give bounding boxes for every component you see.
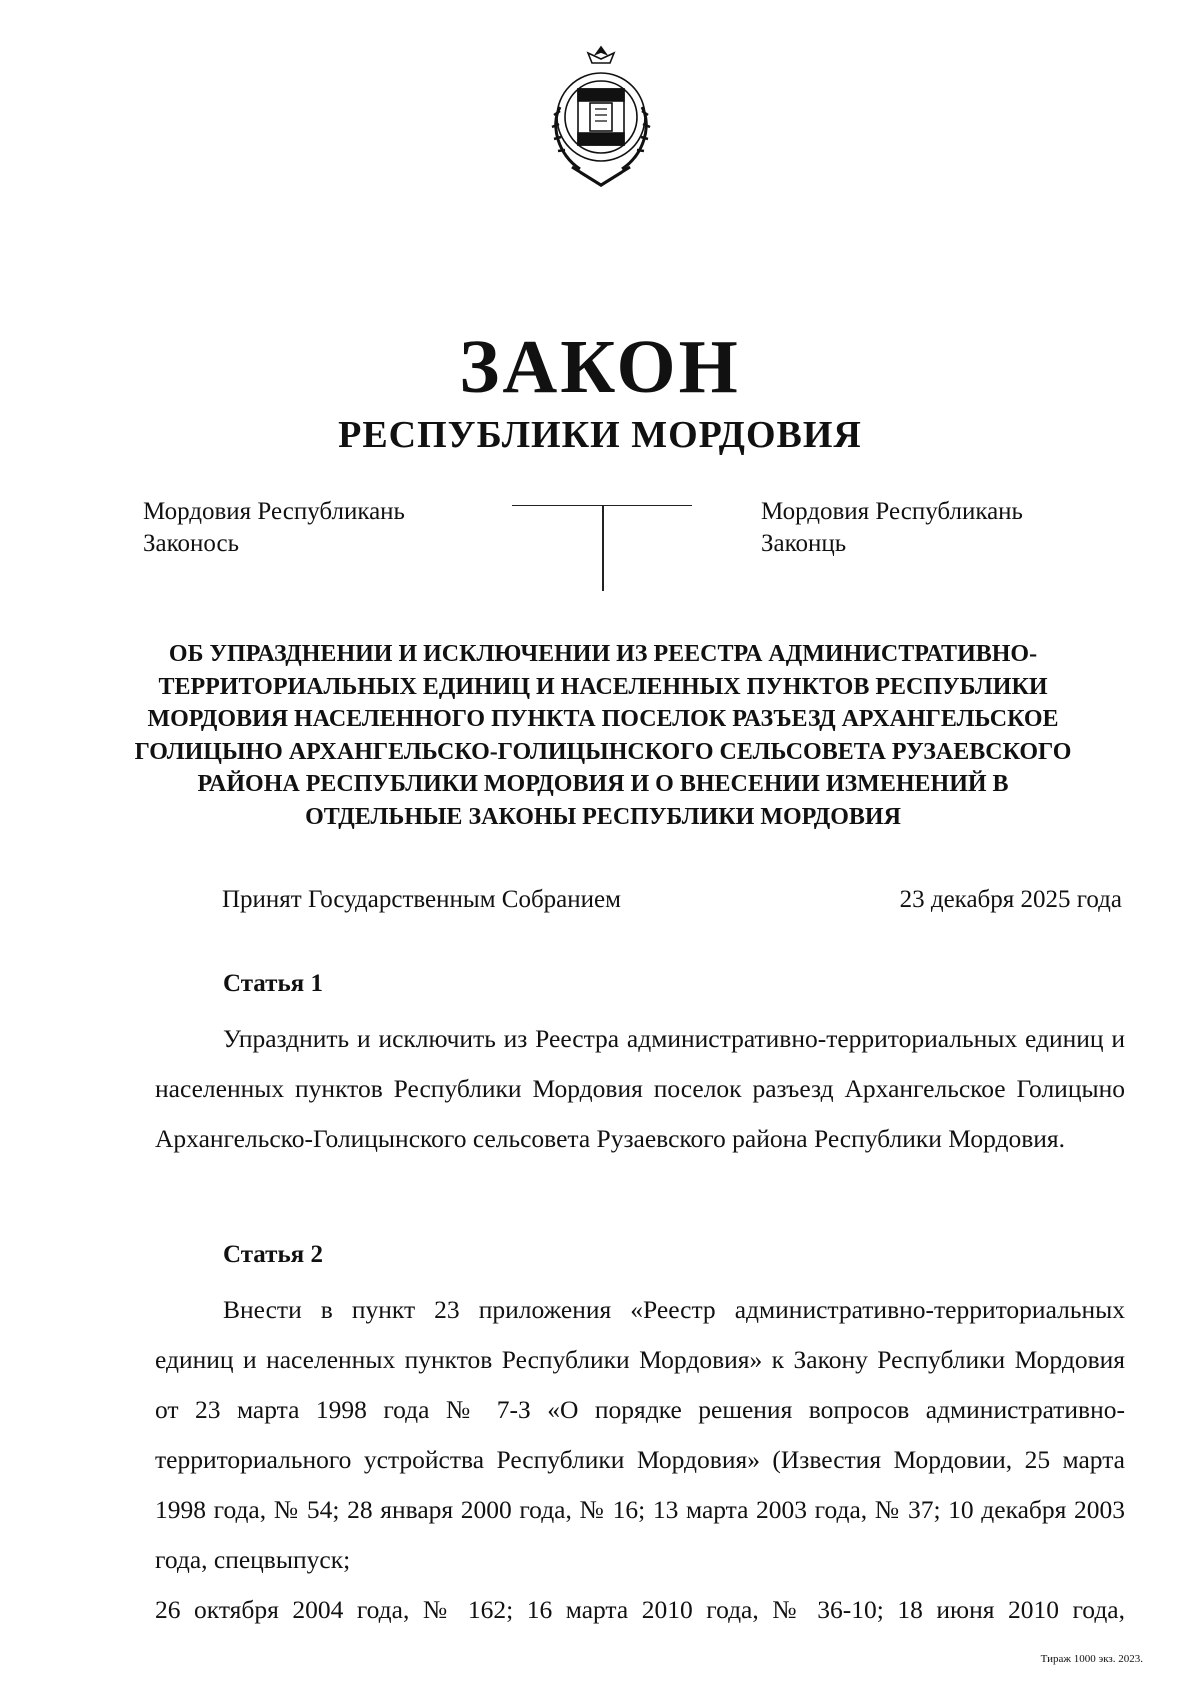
- document-type-title: ЗАКОН: [459, 325, 741, 409]
- header-divider-vertical: [602, 505, 604, 591]
- law-title: ОБ УПРАЗДНЕНИИ И ИСКЛЮЧЕНИИ ИЗ РЕЕСТРА АДМИНИСТРАТИВНО-ТЕРРИТОРИАЛЬНЫХ ЕДИНИЦ И НАСЕЛЕННЫХ ПУНКТОВ РЕСПУБЛИКИ МОРДОВИЯ НАСЕЛЕННОГО ПУНКТА ПОСЕЛОК РАЗЪЕЗД АРХАНГЕЛЬСКОЕ ГОЛИЦЫНО АРХАНГЕЛЬСКО-ГОЛИЦЫНСКОГО СЕЛЬСОВЕТА РУЗАЕВСКОГО РАЙОНА РЕСПУБЛИКИ МОРДОВИЯ И О ВНЕСЕНИИ ИЗМЕНЕНИЙ В ОТДЕЛЬНЫЕ ЗАКОНЫ РЕСПУБЛИКИ МОРДОВИЯ: [134, 641, 1072, 830]
- article-1-text: Упразднить и исключить из Реестра административно-территориальных единиц и населенных пунктов Республики Мордовия поселок разъезд Архангельское Голицыно Архангельско-Голицынского сельсовета Рузаевского района Республики Мордовия.: [155, 1024, 1125, 1153]
- article-2-title: Статья 2: [223, 1241, 323, 1268]
- erzya-title-line1: Мордовия Республикань: [761, 498, 1023, 525]
- erzya-title: [761, 496, 1023, 560]
- coat-of-arms-emblem: [540, 45, 662, 190]
- moksha-title: [143, 496, 405, 560]
- print-run-note: Тираж 1000 экз. 2023.: [1040, 1653, 1143, 1665]
- mordovia-coat-of-arms-icon: [552, 47, 650, 186]
- adopted-by: Принят Государственным Собранием: [222, 886, 621, 913]
- article-1-title: Статья 1: [223, 970, 323, 997]
- document-issuer-subtitle: РЕСПУБЛИКИ МОРДОВИЯ: [338, 414, 862, 456]
- article-2-text: Внести в пункт 23 приложения «Реестр административно-территориальных единиц и населенных пунктов Республики Мордовия» к Закону Республики Мордовия от 23 марта 1998 года № 7-З «О порядке решения вопросов административно-территориального устройства Республики Мордовия» (Известия Мордовии, 25 марта 1998 года, № 54; 28 января 2000 года, № 16; 13 марта 2003 года, № 37; 10 декабря 2003 года, спецвыпуск;: [155, 1295, 1125, 1574]
- moksha-title-line2: Законось: [143, 530, 239, 557]
- erzya-title-line2: Законць: [761, 530, 847, 557]
- moksha-title-line1: Мордовия Республикань: [143, 498, 405, 525]
- article-2-text-last-line: 26 октября 2004 года, № 162; 16 марта 2010 года, № 36-10; 18 июня 2010 года,: [155, 1595, 1125, 1624]
- adopted-date: 23 декабря 2025 года: [899, 886, 1122, 913]
